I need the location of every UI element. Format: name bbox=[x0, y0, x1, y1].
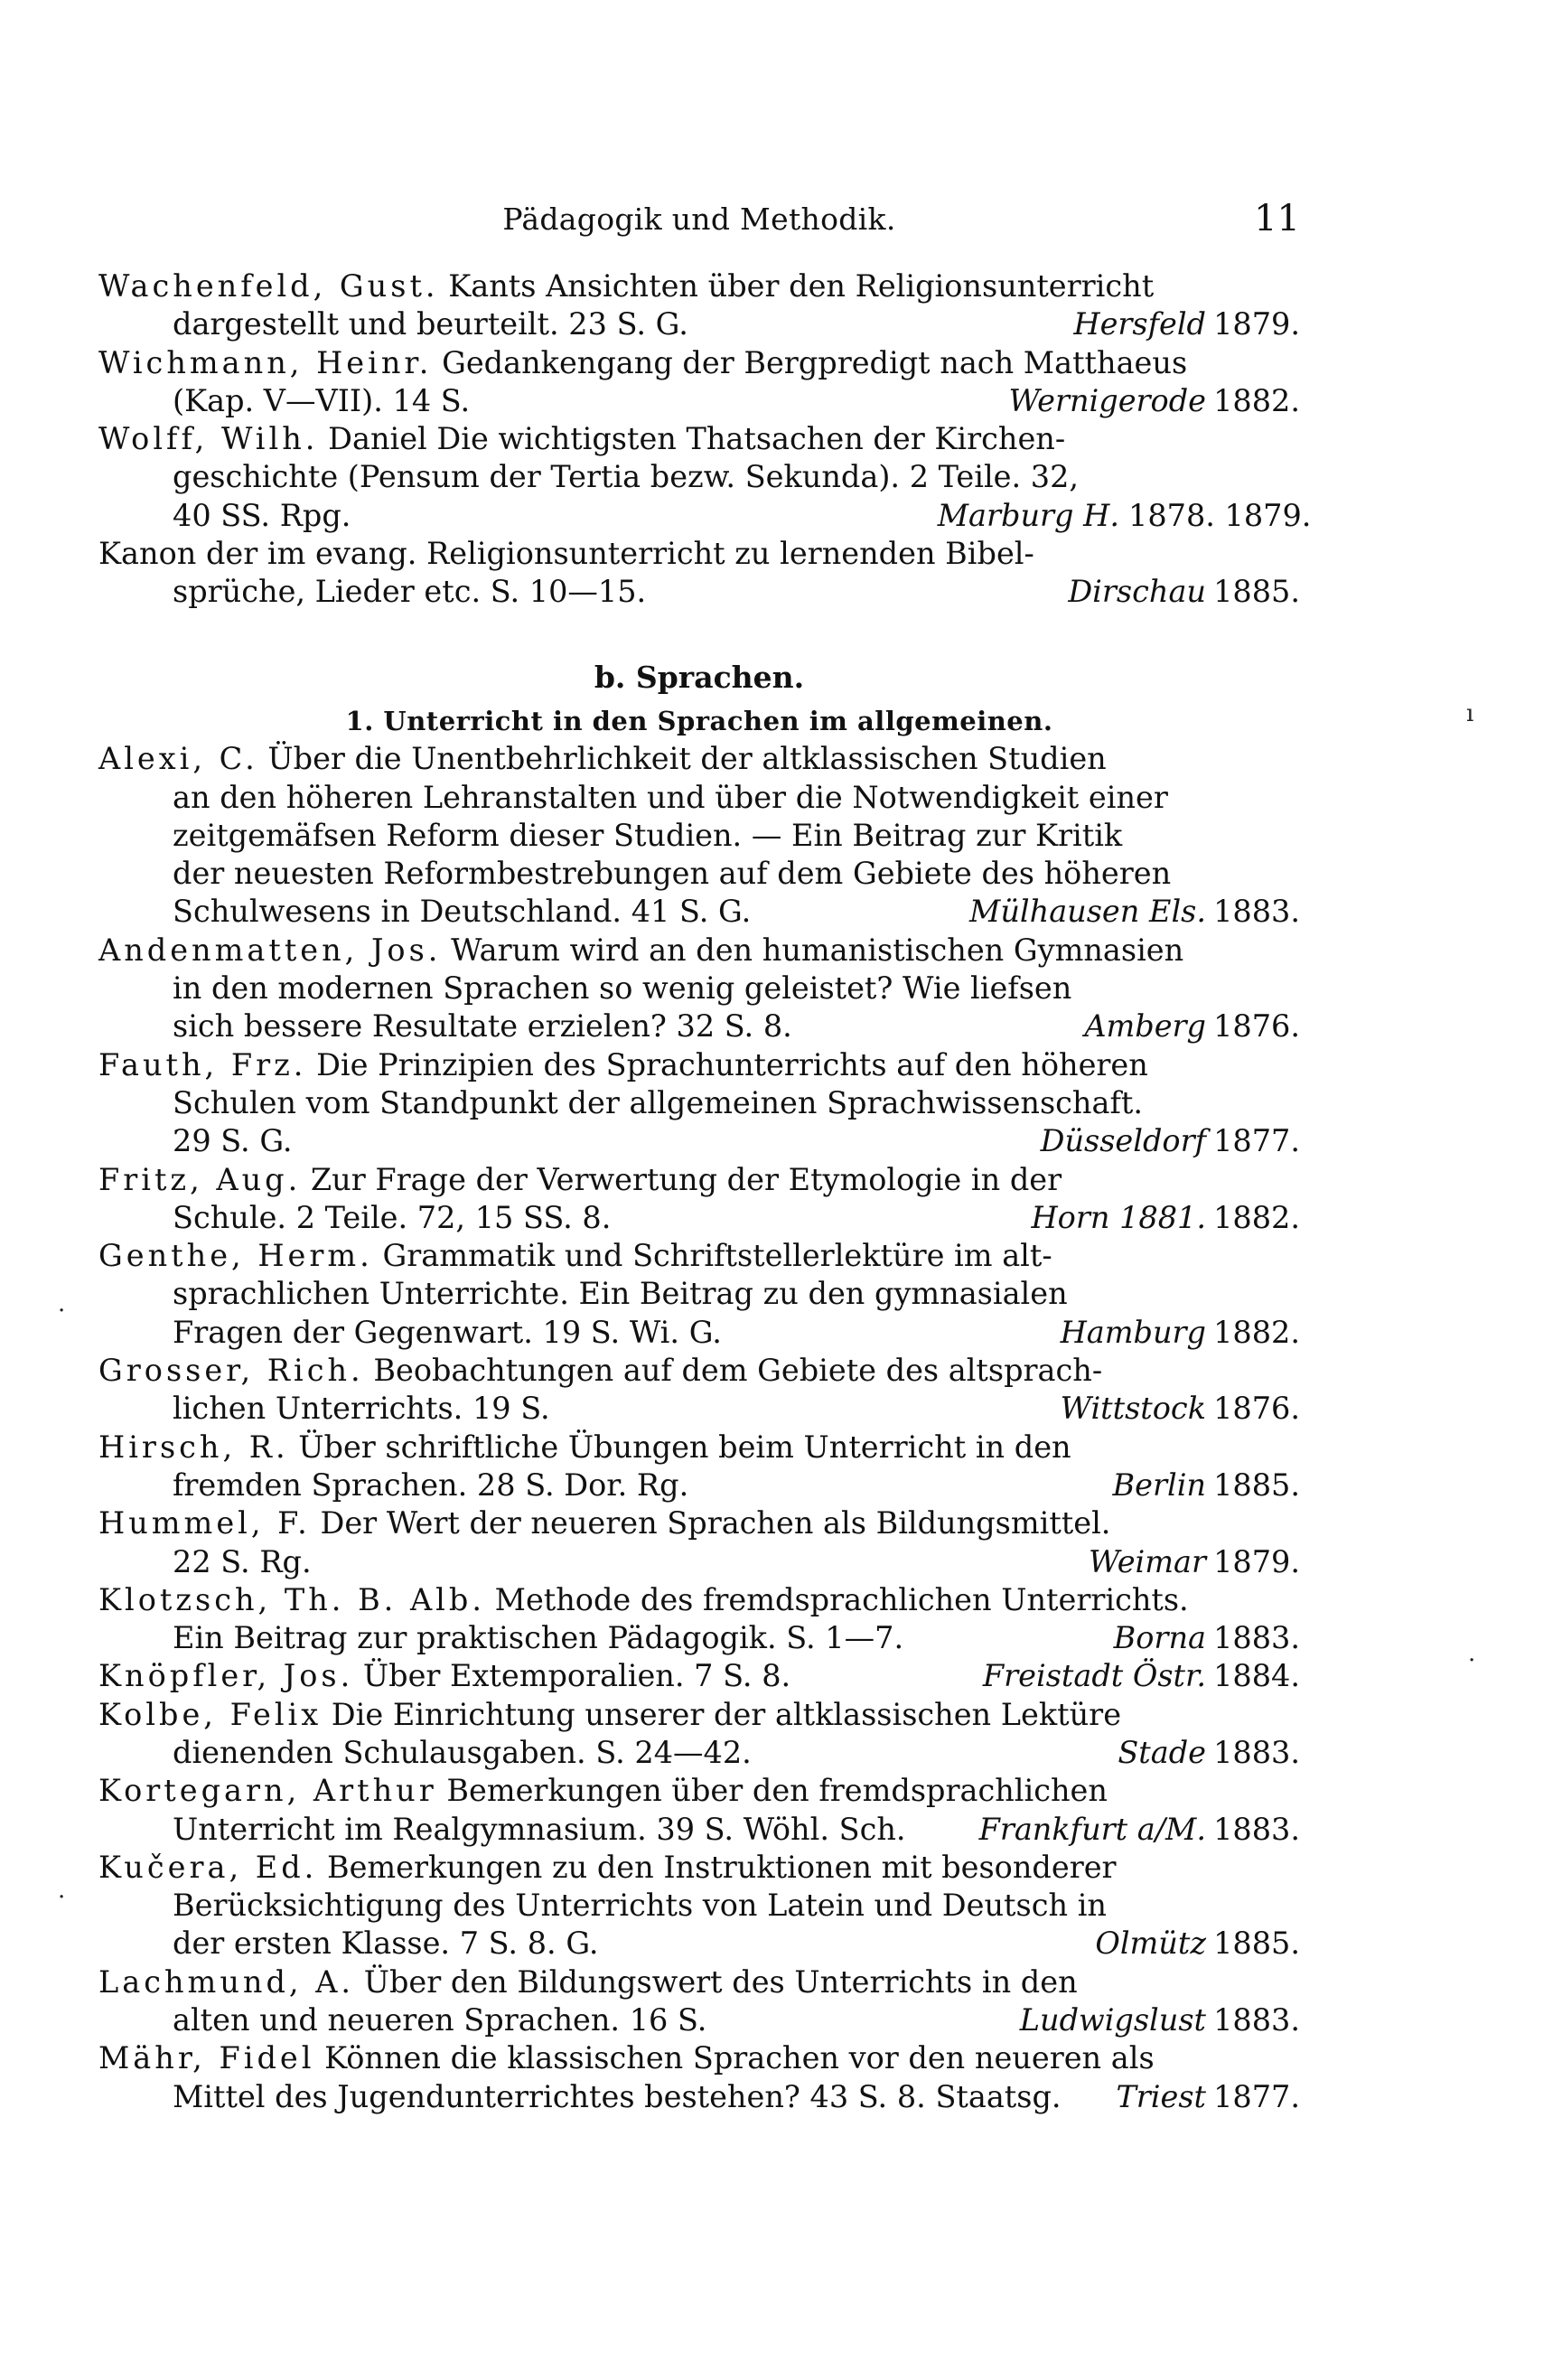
entry-title-text: Methode des fremdsprachlichen Unterrichts. bbox=[494, 1581, 1189, 1617]
entry-place: Dirschau bbox=[1068, 574, 1206, 610]
entry-title-text: Über schriftliche Übungen beim Unterricht in den bbox=[298, 1429, 1071, 1465]
entry-place: Wernigerode bbox=[1008, 382, 1206, 418]
entry-text bbox=[98, 2039, 1155, 2077]
entry-title-text: Grammatik und Schriftstellerlektüre im alt- bbox=[382, 1238, 1052, 1274]
entry-line bbox=[98, 382, 1300, 420]
entry-place: Frankfurt a/M. bbox=[978, 1811, 1206, 1847]
entry-place: Triest bbox=[1116, 2078, 1206, 2114]
entry-text bbox=[173, 970, 1071, 1007]
bibliography-entry bbox=[98, 1161, 1300, 1238]
entry-line bbox=[98, 1657, 1300, 1695]
entry-author: Fauth, Frz. bbox=[98, 1046, 307, 1082]
entry-title-text: Bemerkungen über den fremdsprachlichen bbox=[446, 1773, 1108, 1809]
entry-line bbox=[98, 1084, 1300, 1122]
entry-text bbox=[173, 1734, 752, 1772]
entry-line bbox=[98, 932, 1300, 970]
entry-title-text: Daniel Die wichtigsten Thatsachen der Kirchen- bbox=[328, 421, 1066, 457]
entry-line bbox=[98, 344, 1300, 382]
entry-place: Marburg H. bbox=[937, 497, 1119, 533]
entry-year: 1885. bbox=[1213, 1926, 1300, 1962]
entry-text bbox=[173, 1122, 293, 1160]
entry-title-text: in den modernen Sprachen so wenig geleistet? Wie liefsen bbox=[173, 970, 1072, 1007]
entry-list-religion bbox=[98, 267, 1312, 612]
bibliography-entry bbox=[98, 932, 1300, 1046]
entry-text bbox=[173, 1887, 1107, 1925]
entry-text bbox=[98, 1352, 1102, 1390]
entry-title-text: Schulen vom Standpunkt der allgemeinen Sprachwissenschaft. bbox=[173, 1084, 1143, 1120]
entry-text bbox=[173, 1275, 1068, 1313]
entry-place: Amberg bbox=[1084, 1008, 1206, 1045]
entry-title-text: zeitgemäfsen Reform dieser Studien. — Ein Beitrag zur Kritik bbox=[173, 817, 1123, 853]
entry-year: 1885. bbox=[1213, 1466, 1300, 1503]
bibliography-entry bbox=[98, 267, 1300, 344]
entry-place: Weimar bbox=[1089, 1543, 1206, 1579]
entry-place: Düsseldorf bbox=[1040, 1123, 1206, 1159]
entry-place: Ludwigslust bbox=[1019, 2002, 1206, 2038]
margin-mark: ı bbox=[1466, 700, 1474, 727]
entry-author: Hummel, F. bbox=[98, 1505, 311, 1541]
entry-text bbox=[173, 1314, 722, 1352]
entry-line bbox=[98, 1734, 1300, 1772]
entry-line bbox=[98, 1963, 1300, 2001]
entry-line bbox=[98, 779, 1300, 817]
margin-mark: · bbox=[58, 1298, 66, 1325]
entry-year: 1877. bbox=[1213, 1123, 1300, 1159]
entry-title-text: Die Prinzipien des Sprachunterrichts auf den höheren bbox=[316, 1046, 1148, 1082]
entry-year: 1877. bbox=[1213, 2078, 1300, 2114]
entry-text bbox=[173, 497, 351, 535]
entry-line bbox=[98, 497, 1312, 535]
entry-year: 1876. bbox=[1213, 1008, 1300, 1045]
entry-title-text: Berücksichtigung des Unterrichts von Latein und Deutsch in bbox=[173, 1888, 1107, 1924]
entry-text bbox=[173, 1925, 599, 1963]
entry-line bbox=[98, 893, 1300, 931]
entry-text bbox=[173, 382, 470, 420]
entry-year: 1883. bbox=[1213, 1620, 1300, 1656]
bibliography-entry bbox=[98, 344, 1300, 421]
entry-author: Klotzsch, Th. B. Alb. bbox=[98, 1581, 485, 1617]
entry-text bbox=[98, 1696, 1121, 1734]
entry-line bbox=[98, 535, 1300, 573]
entry-line bbox=[98, 573, 1300, 611]
entry-line bbox=[98, 1161, 1300, 1199]
entry-author: Wolff, Wilh. bbox=[98, 421, 319, 457]
entry-place: Hamburg bbox=[1060, 1314, 1206, 1350]
entry-year: 1879. bbox=[1213, 306, 1300, 342]
entry-text bbox=[173, 1466, 688, 1504]
bibliography-content bbox=[98, 267, 1312, 2116]
entry-line bbox=[98, 1466, 1300, 1504]
entry-text bbox=[98, 1504, 1110, 1542]
margin-mark: · bbox=[58, 1884, 66, 1911]
entry-line bbox=[98, 970, 1300, 1007]
entry-author: Wichmann, Heinr. bbox=[98, 344, 433, 380]
page-number: 11 bbox=[1254, 198, 1300, 239]
entry-author: Kolbe, Felix bbox=[98, 1696, 323, 1732]
entry-line bbox=[98, 458, 1300, 496]
entry-line bbox=[98, 1199, 1300, 1237]
entry-title-text: fremden Sprachen. 28 S. Dor. Rg. bbox=[173, 1466, 689, 1503]
entry-author: Mähr, Fidel bbox=[98, 2040, 315, 2076]
entry-text bbox=[98, 1046, 1148, 1084]
entry-year: 1882. bbox=[1213, 1314, 1300, 1350]
entry-line bbox=[98, 1237, 1300, 1275]
entry-line bbox=[98, 1887, 1300, 1925]
entry-text bbox=[173, 305, 688, 343]
entry-line bbox=[98, 1772, 1300, 1810]
entry-text bbox=[98, 1772, 1108, 1810]
entry-text bbox=[98, 1849, 1117, 1887]
entry-title-text: Gedankengang der Bergpredigt nach Matthaeus bbox=[442, 344, 1188, 380]
entry-place: Olmütz bbox=[1095, 1926, 1206, 1962]
entry-text bbox=[173, 1084, 1143, 1122]
entry-year: 1878. 1879. bbox=[1128, 497, 1312, 533]
entry-title-text: Beobachtungen auf dem Gebiete des altsprach- bbox=[373, 1353, 1103, 1389]
entry-line bbox=[98, 1504, 1300, 1542]
entry-text bbox=[173, 1811, 906, 1849]
entry-title-text: der ersten Klasse. 7 S. 8. G. bbox=[173, 1926, 599, 1962]
entry-text bbox=[98, 1429, 1071, 1466]
entry-author: Kučera, Ed. bbox=[98, 1849, 318, 1885]
running-title: Pädagogik und Methodik. bbox=[502, 201, 896, 237]
entry-text bbox=[98, 344, 1187, 382]
entry-year: 1885. bbox=[1213, 574, 1300, 610]
entry-text bbox=[98, 535, 1034, 573]
entry-text bbox=[173, 2078, 1062, 2116]
entry-title-text: Kants Ansichten über den Religionsunterricht bbox=[448, 268, 1155, 304]
entry-line bbox=[98, 817, 1300, 855]
entry-line bbox=[98, 1390, 1300, 1428]
entry-year: 1883. bbox=[1213, 1811, 1300, 1847]
entry-year: 1883. bbox=[1213, 894, 1300, 930]
entry-title-text: alten und neueren Sprachen. 16 S. bbox=[173, 2002, 707, 2038]
entry-line bbox=[98, 1122, 1300, 1160]
entry-line bbox=[98, 1543, 1300, 1581]
entry-author: Wachenfeld, Gust. bbox=[98, 268, 439, 304]
entry-title-text: geschichte (Pensum der Tertia bezw. Sekunda). 2 Teile. 32, bbox=[173, 459, 1080, 495]
entry-line bbox=[98, 1007, 1300, 1045]
entry-line bbox=[98, 1275, 1300, 1313]
entry-title-text: 22 S. Rg. bbox=[173, 1543, 312, 1579]
entry-text bbox=[98, 1237, 1052, 1275]
entry-place: Hersfeld bbox=[1073, 306, 1206, 342]
bibliography-entry bbox=[98, 1504, 1300, 1581]
entry-list-languages bbox=[98, 740, 1300, 2116]
entry-line bbox=[98, 855, 1300, 893]
entry-text bbox=[173, 1619, 903, 1657]
entry-title-text: Ein Beitrag zur praktischen Pädagogik. S. 1—7. bbox=[173, 1620, 904, 1656]
entry-text bbox=[173, 1007, 792, 1045]
section-heading: b. Sprachen. bbox=[594, 659, 805, 695]
entry-title-text: (Kap. V—VII). 14 S. bbox=[173, 382, 471, 418]
margin-mark: · bbox=[1468, 1647, 1476, 1674]
entry-line bbox=[98, 2039, 1300, 2077]
entry-title-text: 40 SS. Rpg. bbox=[173, 497, 351, 533]
entry-author: Hirsch, R. bbox=[98, 1429, 289, 1465]
entry-text bbox=[173, 1390, 550, 1428]
entry-line bbox=[98, 1849, 1300, 1887]
bibliography-entry bbox=[98, 420, 1312, 535]
entry-title-text: Der Wert der neueren Sprachen als Bildungsmittel. bbox=[320, 1505, 1111, 1541]
entry-title-text: Über die Unentbehrlichkeit der altklassischen Studien bbox=[267, 741, 1107, 777]
bibliography-entry bbox=[98, 1429, 1300, 1505]
entry-line bbox=[98, 1696, 1300, 1734]
entry-title-text: 29 S. G. bbox=[173, 1123, 293, 1159]
entry-line bbox=[98, 1925, 1300, 1963]
entry-title-text: Über den Bildungswert des Unterrichts in den bbox=[363, 1963, 1078, 2000]
entry-author: Alexi, C. bbox=[98, 741, 258, 777]
entry-title-text: Mittel des Jugendunterrichtes bestehen? 43 S. 8. Staatsg. bbox=[173, 2078, 1062, 2114]
entry-title-text: sich bessere Resultate erzielen? 32 S. 8. bbox=[173, 1008, 792, 1045]
entry-title-text: Unterricht im Realgymnasium. 39 S. Wöhl. Sch. bbox=[173, 1811, 906, 1847]
entry-text bbox=[173, 1199, 611, 1237]
entry-text bbox=[98, 1581, 1189, 1619]
entry-author: Andenmatten, Jos. bbox=[98, 932, 442, 968]
bibliography-entry bbox=[98, 1963, 1300, 2040]
entry-title-text: Können die klassischen Sprachen vor den neueren als bbox=[324, 2040, 1155, 2076]
entry-title-text: Bemerkungen zu den Instruktionen mit besonderer bbox=[326, 1849, 1117, 1885]
entry-year: 1884. bbox=[1213, 1658, 1300, 1694]
entry-title-text: Schulwesens in Deutschland. 41 S. G. bbox=[173, 894, 752, 930]
entry-text bbox=[173, 855, 1171, 893]
entry-title-text: Die Einrichtung unserer der altklassischen Lektüre bbox=[331, 1696, 1122, 1732]
entry-title-text: sprachlichen Unterrichte. Ein Beitrag zu den gymnasialen bbox=[173, 1276, 1068, 1312]
entry-title-text: Schule. 2 Teile. 72, 15 SS. 8. bbox=[173, 1199, 612, 1235]
entry-year: 1882. bbox=[1213, 1199, 1300, 1235]
entry-text bbox=[98, 932, 1183, 970]
entry-year: 1876. bbox=[1213, 1391, 1300, 1427]
entry-author: Fritz, Aug. bbox=[98, 1161, 302, 1197]
entry-year: 1879. bbox=[1213, 1543, 1300, 1579]
entry-title-text: Über Extemporalien. 7 S. 8. bbox=[362, 1658, 791, 1694]
entry-author: Knöpfler, Jos. bbox=[98, 1658, 354, 1694]
entry-title-text: Fragen der Gegenwart. 19 S. Wi. G. bbox=[173, 1314, 722, 1350]
entry-title-text: der neuesten Reformbestrebungen auf dem Gebiete des höheren bbox=[173, 856, 1172, 892]
entry-title-text: an den höheren Lehranstalten und über die Notwendigkeit einer bbox=[173, 779, 1168, 815]
entry-place: Stade bbox=[1118, 1734, 1206, 1770]
entry-title-text: dargestellt und beurteilt. 23 S. G. bbox=[173, 306, 688, 342]
entry-text bbox=[173, 817, 1122, 855]
subsection-heading: 1. Unterricht in den Sprachen im allgemeinen. bbox=[345, 705, 1053, 736]
entry-title-text: Zur Frage der Verwertung der Etymologie in der bbox=[310, 1161, 1062, 1197]
entry-author: Kortegarn, Arthur bbox=[98, 1773, 437, 1809]
entry-text bbox=[173, 893, 751, 931]
entry-line bbox=[98, 305, 1300, 343]
entry-text bbox=[173, 779, 1168, 817]
bibliography-entry bbox=[98, 1237, 1300, 1352]
bibliography-entry bbox=[98, 2039, 1300, 2116]
bibliography-entry bbox=[98, 535, 1300, 612]
entry-title-text: sprüche, Lieder etc. S. 10—15. bbox=[173, 574, 647, 610]
entry-line bbox=[98, 1314, 1300, 1352]
bibliography-entry bbox=[98, 1657, 1300, 1695]
entry-line bbox=[98, 740, 1300, 778]
entry-line bbox=[98, 1046, 1300, 1084]
entry-text bbox=[173, 573, 646, 611]
entry-text bbox=[98, 267, 1154, 305]
entry-place: Mülhausen Els. bbox=[969, 894, 1206, 930]
entry-author: Genthe, Herm. bbox=[98, 1238, 373, 1274]
entry-place: Borna bbox=[1113, 1620, 1206, 1656]
entry-line bbox=[98, 1352, 1300, 1390]
entry-line bbox=[98, 1811, 1300, 1849]
entry-text bbox=[98, 1963, 1078, 2001]
entry-author: Lachmund, A. bbox=[98, 1963, 355, 2000]
entry-title-text: lichen Unterrichts. 19 S. bbox=[173, 1391, 550, 1427]
entry-title-text: Warum wird an den humanistischen Gymnasien bbox=[451, 932, 1184, 968]
entry-text bbox=[173, 2001, 706, 2039]
entry-line bbox=[98, 1581, 1300, 1619]
entry-title-text: Kanon der im evang. Religionsunterricht zu lernenden Bibel- bbox=[98, 536, 1034, 572]
entry-year: 1883. bbox=[1213, 2002, 1300, 2038]
bibliography-entry bbox=[98, 1352, 1300, 1429]
entry-author: Grosser, Rich. bbox=[98, 1353, 364, 1389]
bibliography-entry bbox=[98, 1772, 1300, 1849]
bibliography-entry bbox=[98, 740, 1300, 931]
entry-text bbox=[98, 420, 1065, 458]
entry-line bbox=[98, 420, 1300, 458]
entry-text bbox=[98, 1161, 1062, 1199]
entry-line bbox=[98, 2001, 1300, 2039]
entry-line bbox=[98, 1429, 1300, 1466]
entry-text bbox=[98, 740, 1107, 778]
entry-text bbox=[173, 1543, 312, 1581]
bibliography-entry bbox=[98, 1849, 1300, 1963]
entry-year: 1882. bbox=[1213, 382, 1300, 418]
page-header bbox=[98, 194, 1300, 248]
bibliography-entry bbox=[98, 1046, 1300, 1161]
entry-place: Horn 1881. bbox=[1031, 1199, 1206, 1235]
entry-line bbox=[98, 2078, 1300, 2116]
entry-line bbox=[98, 1619, 1300, 1657]
entry-title-text: dienenden Schulausgaben. S. 24—42. bbox=[173, 1734, 752, 1770]
entry-place: Berlin bbox=[1112, 1466, 1206, 1503]
entry-text bbox=[173, 458, 1079, 496]
bibliography-entry bbox=[98, 1581, 1300, 1658]
entry-text bbox=[98, 1657, 790, 1695]
entry-place: Wittstock bbox=[1060, 1391, 1206, 1427]
entry-year: 1883. bbox=[1213, 1734, 1300, 1770]
bibliography-entry bbox=[98, 1696, 1300, 1773]
entry-place: Freistadt Östr. bbox=[982, 1658, 1206, 1694]
entry-line bbox=[98, 267, 1300, 305]
